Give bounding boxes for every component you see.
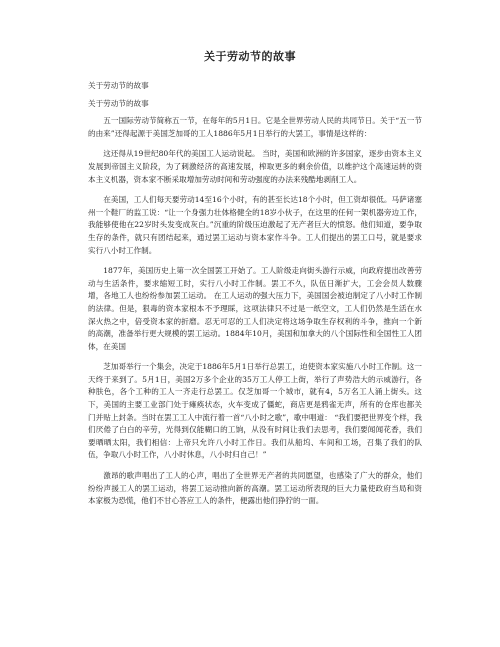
subtitle-line-2: 关于劳动节的故事 (88, 98, 149, 108)
paragraph: 1877年，美国历史上第一次全国罢工开始了。工人阶级走向街头游行示威，向政府提出改善劳动与生活条件，要求缩短工时，实行八小时工作制。罢工不久，队伍日渐扩大，工会会员人数骤增，各地工人也纷纷参加罢工运动。 在工人运动的强大压力下，美国国会被迫制定了八小时工作制的法律。但是，狠毒的资本家根本不予理睬，这项法律只不过是一纸空文，工人们仍然是生活在水深火热之中，倍受资本家的折磨。忍无可忍的工人们决定将这场争取生存权利的斗争，推向一个新的高潮，准备举行更大规模的罢工运动。1884年10月，美国和加拿大的八个国际性和全国性工人团体，在美国 (88, 266, 422, 351)
paragraph: 这还得从19世纪80年代的美国工人运动说起。 当时，美国和欧洲的许多国家，逐步由资本主义发展到帝国主义阶段，为了刺激经济的高速发展，榨取更多的剩余价值，以维护这个高速运转的资本主义机器，资本家不断采取增加劳动时间和劳动强度的办法来残酷地剥削工人。 (88, 149, 422, 184)
paragraph: 芝加哥举行一个集会，决定于1886年5月1日举行总罢工，迫使资本家实施八小时工作制。这一天终于来到了。5月1日，美国2万多个企业的35万工人停工上街，举行了声势浩大的示威游行，各种肤色，各个工种的工人一齐走行总罢工。仅芝加哥一个城市，就有4，5万名工人涌上街头。这下，美国的主要工业部门处于瘫痪状态，火车变成了僵蛇，商店更是鸦雀无声，所有的仓库也都关门并贴上封条。当时在罢工工人中流行着一首“八小时之歌”，歌中唱道： “我们要把世界变个样，我们厌倦了白白的辛劳，光得到仅能糊口的工饷，从没有时间让我们去思考，我们要闻闻花香，我们要晒晒太阳，我们相信：上帝只允许八小时工作日。我们从船坞、车间和工场，召集了我们的队伍，争取八小时工作，八小时休息，八小时归自己！” (88, 362, 422, 460)
paragraph: 激昂的歌声唱出了工人的心声，唱出了全世界无产者的共同愿望，也感染了广大的群众，他们纷纷声援工人的罢工运动，将罢工运动推向新的高潮。罢工运动所表现的巨大力量使政府当局和资本家极为恐慌，他们不甘心答应工人的条件，便露出他们狰狞的一面。 (88, 471, 422, 506)
subtitle-line-1: 关于劳动节的故事 (88, 81, 149, 90)
paragraph: 五一国际劳动节简称五一节，在每年的5月1日。它是全世界劳动人民的共同节日。关于“五一节的由来”还得起源于美国芝加哥的工人1886年5月1日举行的大罢工，事情是这样的： (88, 116, 422, 138)
document-title: 关于劳动节的故事 (204, 50, 296, 63)
document-body (88, 80, 422, 516)
paragraph: 在美国，工人们每天要劳动14至16个小时，有的甚至长达18个小时，但工资却很低。马萨诸塞州一个鞋厂的监工说：“让一个身强力壮体格健全的18岁小伙子，在这里的任何一架机器旁边工作，我能够使他在22岁时头发变成灰白。”沉重的阶级压迫激起了无产者巨大的愤怒。他们知道，要争取生存的条件，就只有团结起来，通过罢工运动与资本家作斗争。工人们提出的罢工口号，就是要求实行八小时工作制。 (88, 195, 422, 255)
